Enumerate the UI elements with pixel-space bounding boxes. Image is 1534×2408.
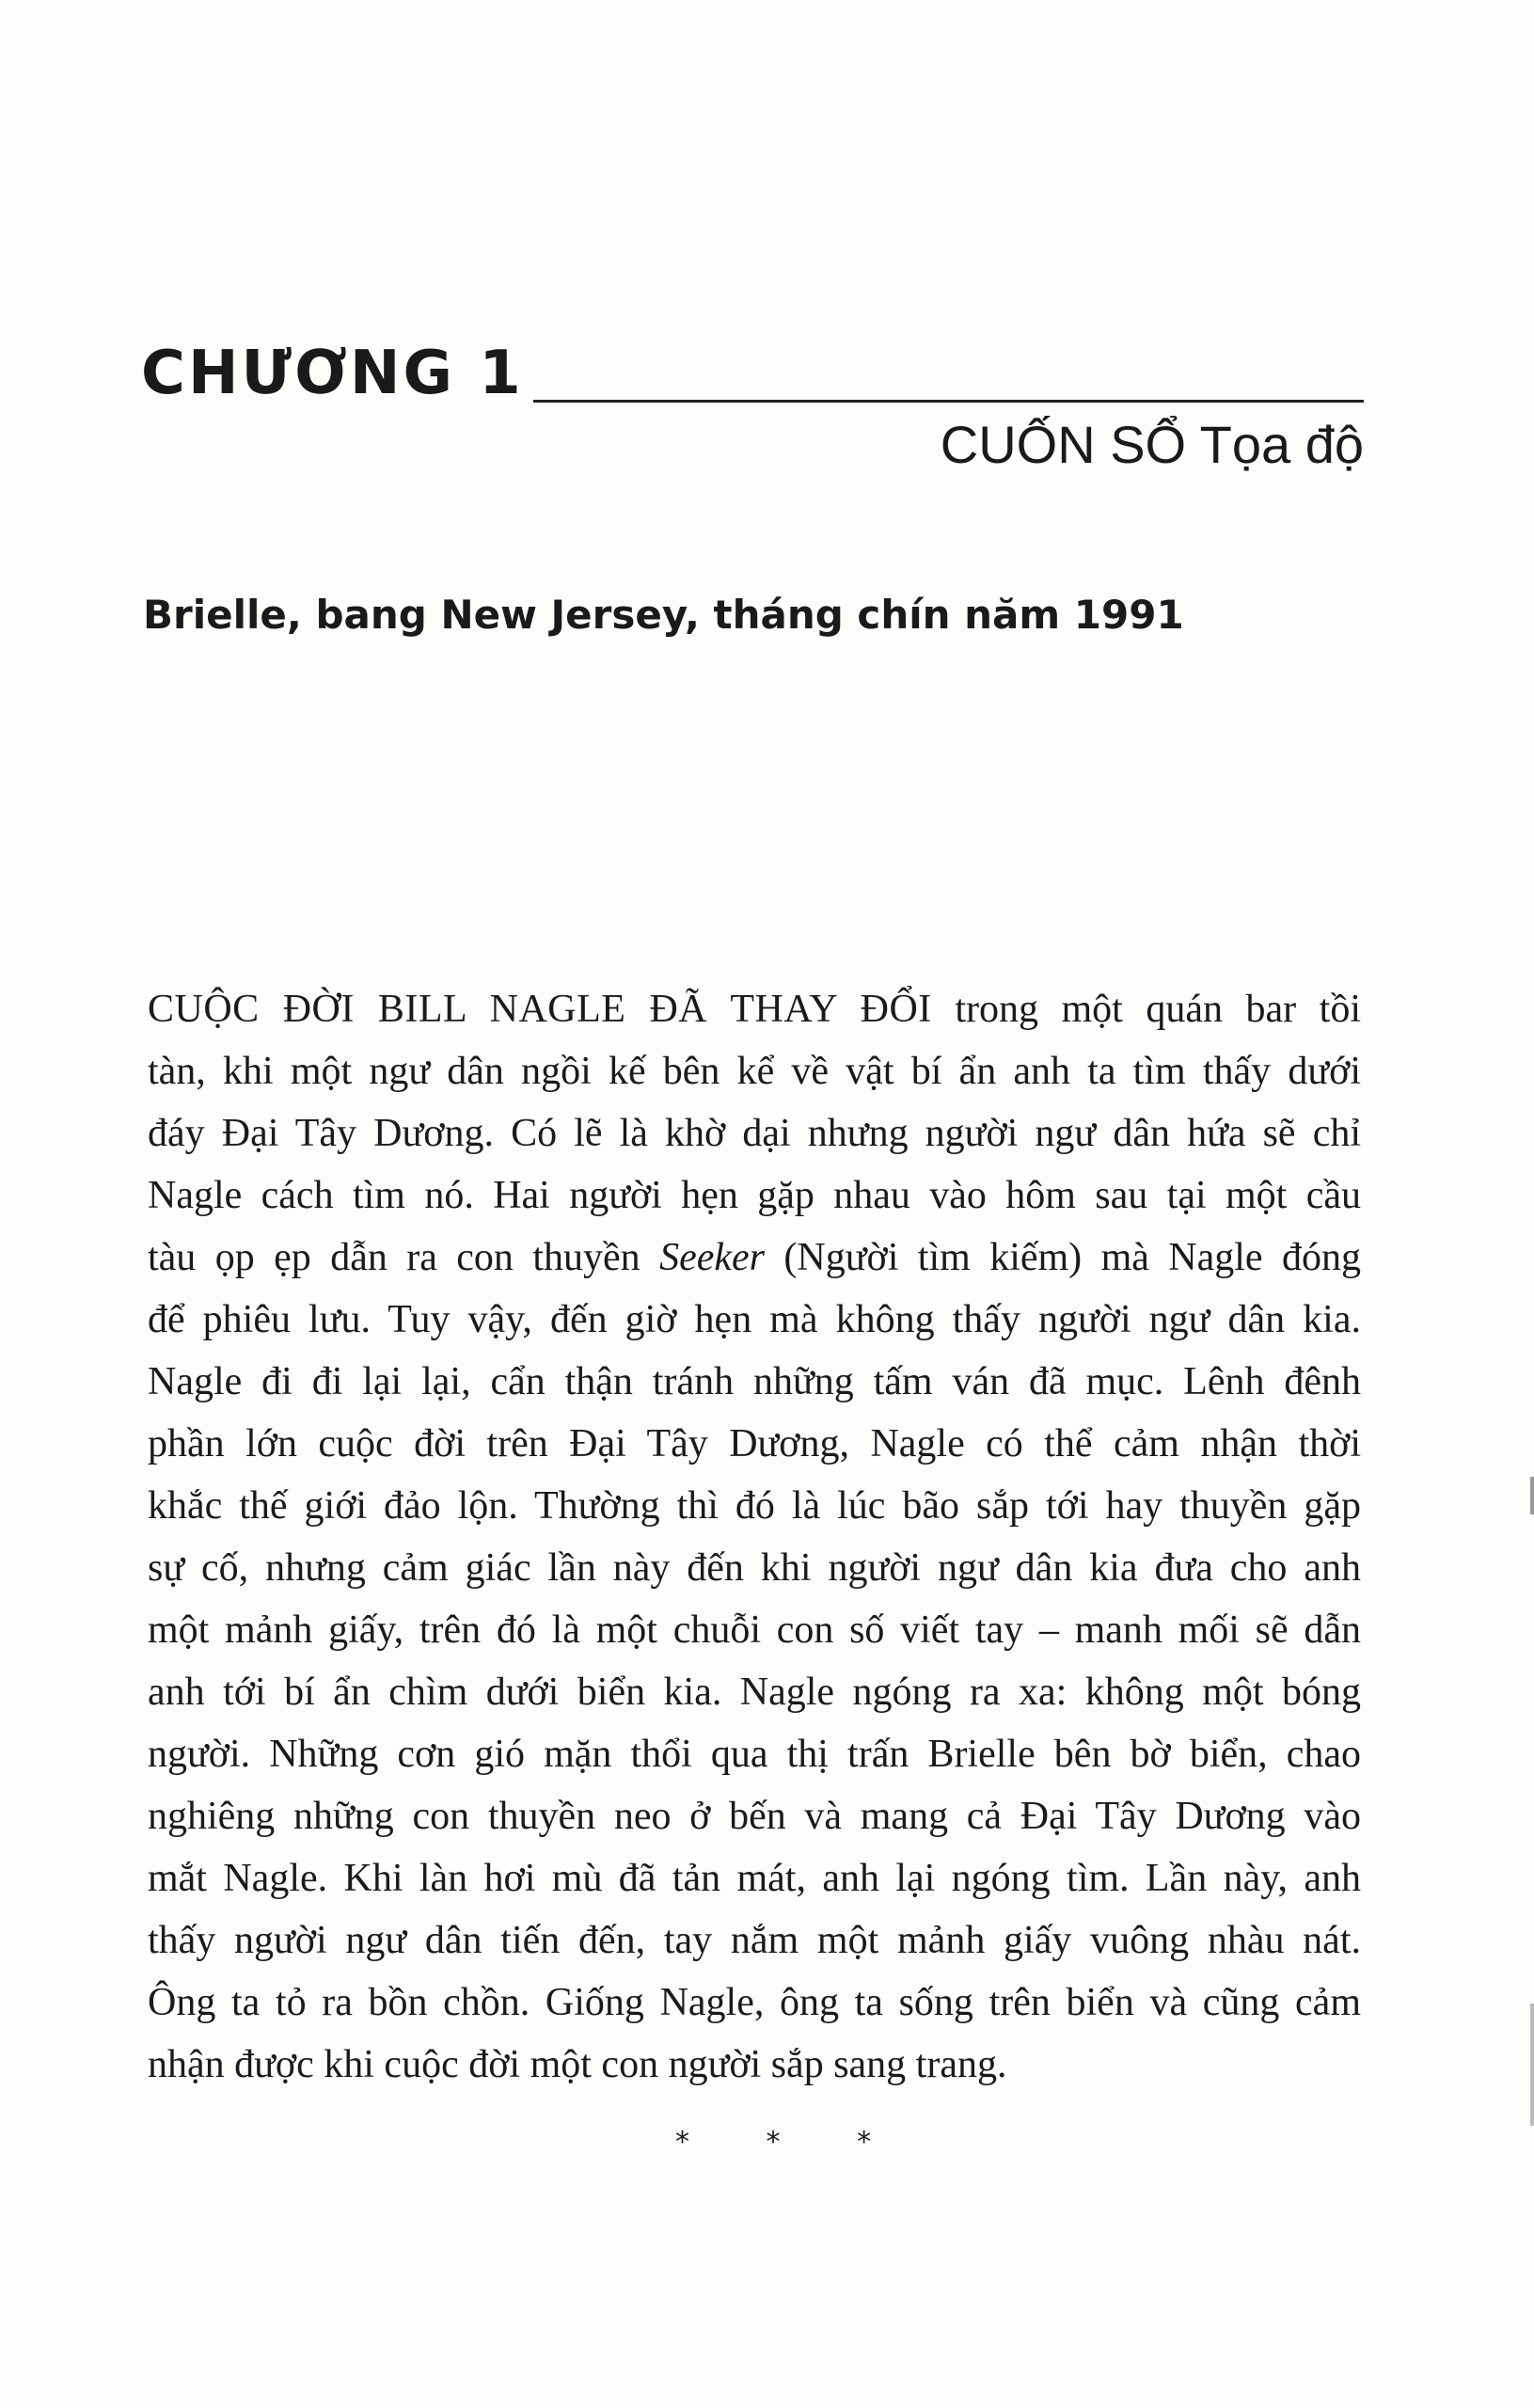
text-line: để phiêu lưu. Tuy vậy, đến giờ hẹn mà không thấy người ngư dân kia.: [148, 1298, 1361, 1341]
chapter-title: CUỐN SỔ Tọa độ: [940, 415, 1364, 474]
text-line: tàn, khi một ngư dân ngồi kế bên kể về vật bí ẩn anh ta tìm thấy dưới: [148, 1050, 1361, 1093]
line-text: (Người tìm kiếm) mà Nagle đóng: [764, 1236, 1361, 1279]
boat-name: Seeker: [659, 1236, 765, 1279]
text-line: anh tới bí ẩn chìm dưới biển kia. Nagle ngóng ra xa: không một bóng: [148, 1671, 1361, 1714]
text-line: sự cố, nhưng cảm giác lần này đến khi người ngư dân kia đưa cho anh: [148, 1546, 1361, 1590]
line-text: trong một quán bar tồi: [931, 988, 1361, 1031]
text-line: người. Những cơn gió mặn thổi qua thị trấn Brielle bên bờ biển, chao: [148, 1733, 1361, 1776]
text-line: [148, 1227, 1361, 1289]
text-line: phần lớn cuộc đời trên Đại Tây Dương, Nagle có thể cảm nhận thời: [148, 1422, 1361, 1465]
text-line: mắt Nagle. Khi làn hơi mù đã tản mát, anh lại ngóng tìm. Lần này, anh: [148, 1857, 1361, 1900]
section-break: * * *: [675, 2126, 906, 2159]
text-line: nhận được khi cuộc đời một con người sắp sang trang.: [148, 2043, 1007, 2086]
chapter-header: [141, 341, 1364, 416]
page-edge-mark: [1530, 1477, 1534, 1514]
line-text: tàu ọp ẹp dẫn ra con thuyền: [148, 1236, 660, 1279]
text-line: Ông ta tỏ ra bồn chồn. Giống Nagle, ông ta sống trên biển và cũng cảm: [148, 1981, 1361, 2024]
body-paragraph: [148, 978, 1361, 2096]
text-line: nghiêng những con thuyền neo ở bến và mang cả Đại Tây Dương vào: [148, 1795, 1361, 1838]
text-line: [148, 978, 1361, 1040]
dateline: Brielle, bang New Jersey, tháng chín năm 1991: [143, 592, 1184, 638]
text-line: Nagle cách tìm nó. Hai người hẹn gặp nhau vào hôm sau tại một cầu: [148, 1174, 1361, 1217]
text-line: thấy người ngư dân tiến đến, tay nắm một mảnh giấy vuông nhàu nát.: [148, 1919, 1361, 1962]
page-edge-mark: [1530, 2004, 1534, 2126]
text-line: đáy Đại Tây Dương. Có lẽ là khờ dại nhưng người ngư dân hứa sẽ chỉ: [148, 1112, 1361, 1155]
text-line: một mảnh giấy, trên đó là một chuỗi con số viết tay – manh mối sẽ dẫn: [148, 1608, 1361, 1652]
text-line: khắc thế giới đảo lộn. Thường thì đó là lúc bão sắp tới hay thuyền gặp: [148, 1484, 1361, 1528]
opening-caps: CUỘC ĐỜI BILL NAGLE ĐÃ THAY ĐỔI: [148, 988, 932, 1031]
text-line: Nagle đi đi lại lại, cẩn thận tránh những tấm ván đã mục. Lênh đênh: [148, 1360, 1361, 1403]
chapter-label: CHƯƠNG 1: [141, 341, 533, 406]
